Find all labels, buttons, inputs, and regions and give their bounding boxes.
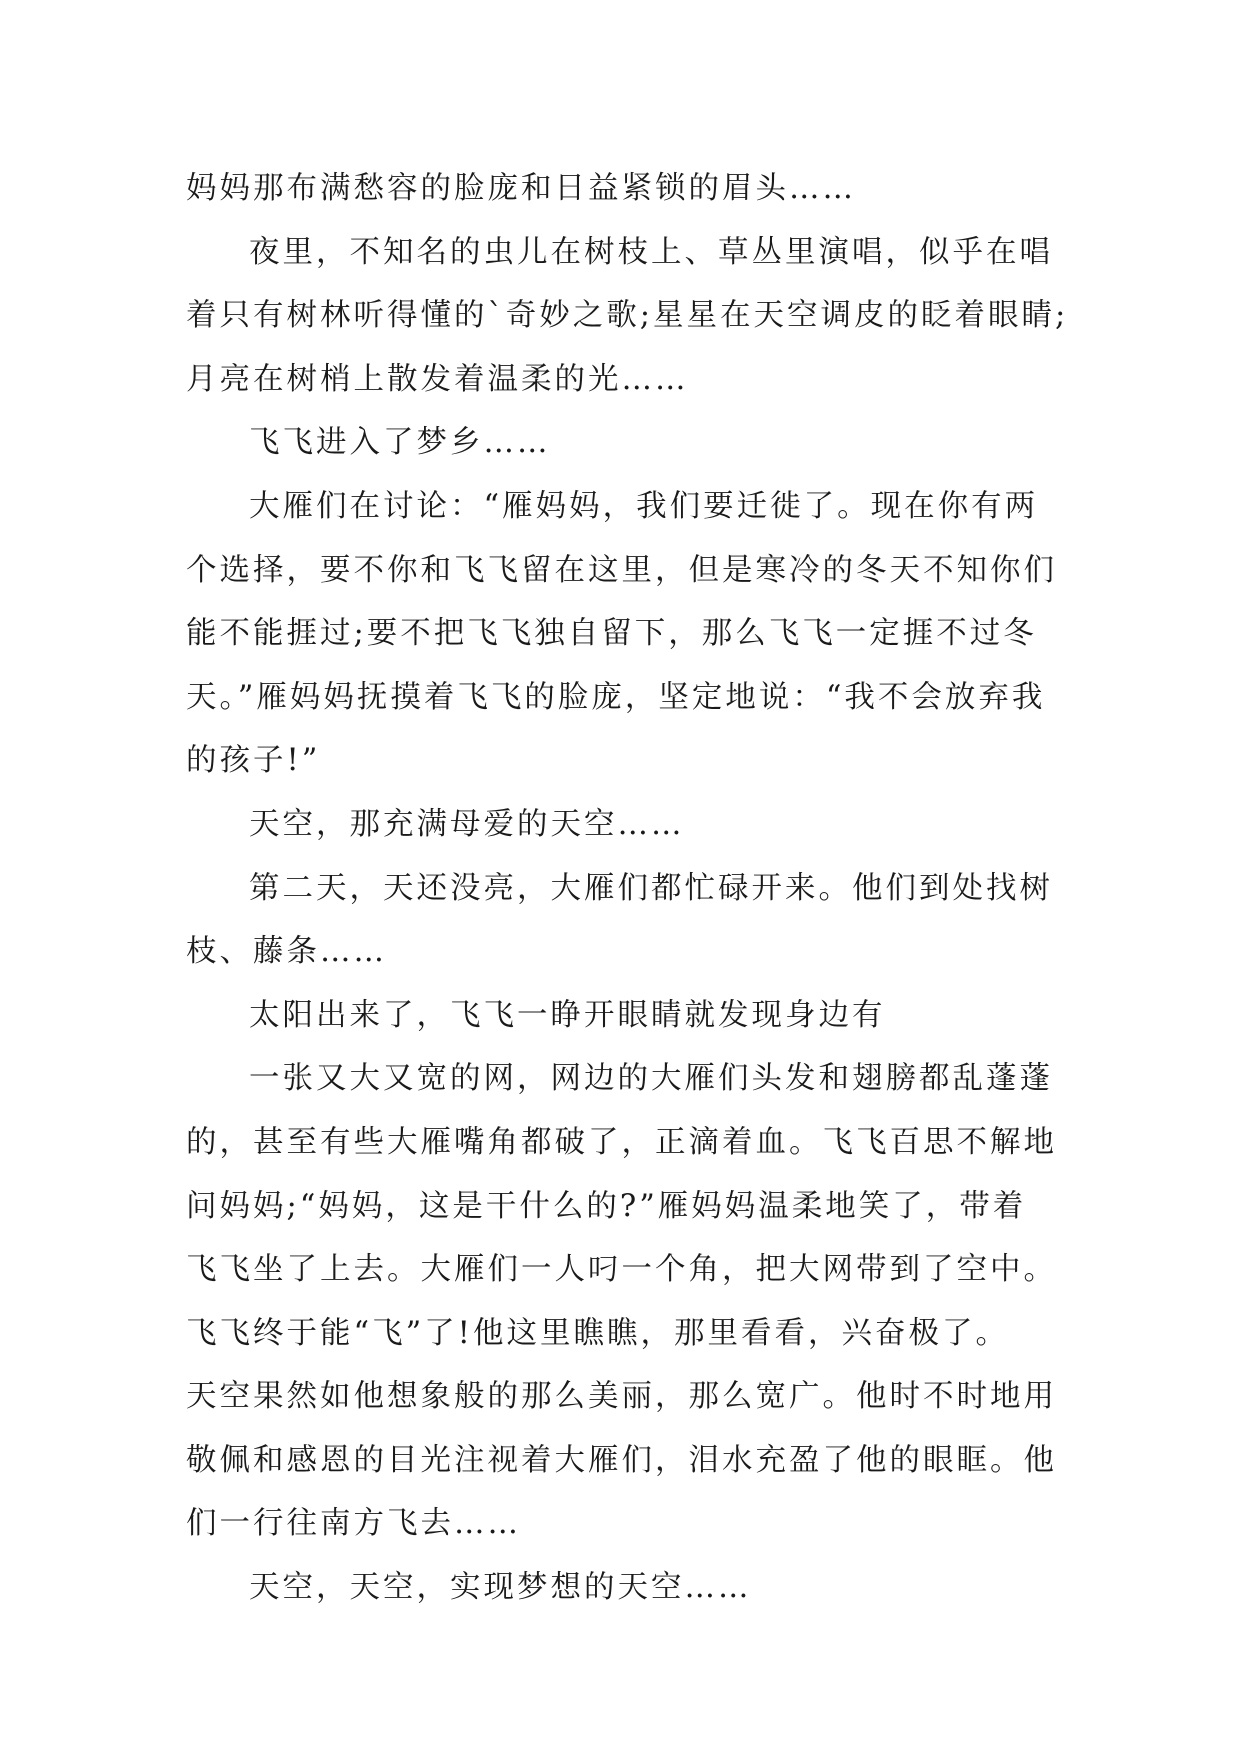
text-line: 天空，天空，实现梦想的天空…… xyxy=(249,1570,752,1606)
text-line: 太阳出来了，飞飞一睁开眼睛就发现身边有 xyxy=(249,997,886,1033)
text-line: 大雁们在讨论：“雁妈妈，我们要迁徙了。现在你有两 xyxy=(249,488,1039,524)
text-line: 枝、藤条…… xyxy=(186,934,387,970)
text-line: 天。”雁妈妈抚摸着飞飞的脸庞，坚定地说：“我不会放弃我 xyxy=(186,679,1046,715)
document-body xyxy=(186,157,1069,1620)
text-line: 第二天，天还没亮，大雁们都忙碌开来。他们到处找树 xyxy=(249,870,1053,906)
text-line: 天空果然如他想象般的那么美丽，那么宽广。他时不时地用 xyxy=(186,1379,1057,1415)
text-line: 月亮在树梢上散发着温柔的光…… xyxy=(186,361,689,397)
text-line: 的，甚至有些大雁嘴角都破了，正滴着血。飞飞百思不解地 xyxy=(186,1124,1057,1160)
text-line: 的孩子!” xyxy=(186,743,321,779)
text-line: 着只有树林听得懂的`奇妙之歌;星星在天空调皮的眨着眼睛; xyxy=(186,298,1069,334)
text-line: 一张又大又宽的网，网边的大雁们头发和翅膀都乱蓬蓬 xyxy=(249,1061,1053,1097)
text-line: 们一行往南方飞去…… xyxy=(186,1506,521,1542)
text-line: 个选择，要不你和飞飞留在这里，但是寒冷的冬天不知你们 xyxy=(186,552,1057,588)
text-line: 敬佩和感恩的目光注视着大雁们，泪水充盈了他的眼眶。他 xyxy=(186,1442,1057,1478)
text-line: 飞飞坐了上去。大雁们一人叼一个角，把大网带到了空中。 xyxy=(186,1252,1057,1288)
text-line: 问妈妈;“妈妈，这是干什么的?”雁妈妈温柔地笑了，带着 xyxy=(186,1188,1027,1224)
text-line: 妈妈那布满愁容的脸庞和日益紧锁的眉头…… xyxy=(186,171,856,206)
text-line: 天空，那充满母爱的天空…… xyxy=(249,806,685,842)
text-line: 夜里，不知名的虫儿在树枝上、草丛里演唱，似乎在唱 xyxy=(249,234,1053,270)
text-line: 能不能捱过;要不把飞飞独自留下，那么飞飞一定捱不过冬 xyxy=(186,616,1037,652)
text-line: 飞飞进入了梦乡…… xyxy=(249,425,551,461)
text-line: 飞飞终于能“飞”了!他这里瞧瞧，那里看看，兴奋极了。 xyxy=(186,1315,1009,1351)
